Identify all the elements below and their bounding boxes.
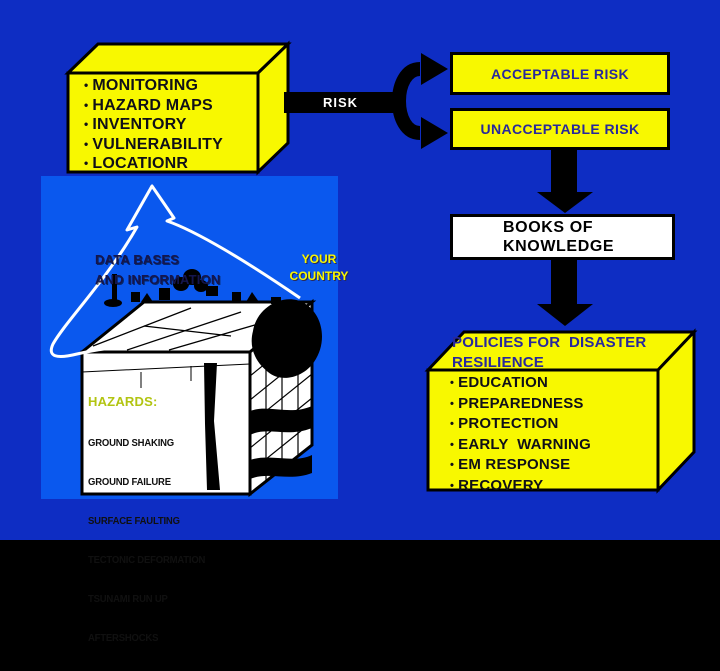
- your-country-line2: COUNTRY: [289, 269, 349, 283]
- your-country-label: [285, 251, 353, 285]
- your-country-line1: YOUR: [301, 252, 337, 266]
- fault-band-upper: [250, 406, 312, 435]
- fault-band-lower: [250, 455, 312, 479]
- acceptable-risk-label: ACCEPTABLE RISK: [491, 65, 629, 82]
- monitoring-item: • INVENTORY: [84, 115, 259, 135]
- databases-label: [95, 250, 221, 290]
- policies-box-list: [450, 373, 655, 497]
- hazard-item: AFTERSHOCKS: [88, 633, 159, 644]
- policies-title-line1: POLICIES FOR DISASTER: [452, 334, 647, 351]
- databases-label-line2: AND INFORMATION: [95, 272, 221, 287]
- hazards-title: HAZARDS:: [88, 394, 158, 409]
- monitoring-item: • HAZARD MAPS: [84, 96, 259, 116]
- policy-item: • PREPAREDNESS: [450, 394, 655, 415]
- monitoring-box-top-face: [68, 44, 288, 73]
- books-line1: BOOKS OF: [503, 219, 594, 236]
- books-of-knowledge-box: [450, 214, 675, 260]
- fork-bracket-arrows-icon: [380, 45, 455, 157]
- monitoring-item: • LOCATIONR: [84, 154, 259, 174]
- policies-box-title: [452, 333, 692, 373]
- acceptable-risk-box: [450, 52, 670, 95]
- policy-item: • EM RESPONSE: [450, 455, 655, 476]
- fork-arrowhead-top: [421, 53, 448, 85]
- monitoring-item: • MONITORING: [84, 76, 259, 96]
- hazards-list: [88, 411, 212, 671]
- hazard-item: TECTONIC DEFORMATION: [88, 555, 206, 566]
- books-line2: KNOWLEDGE: [503, 238, 615, 255]
- policy-item: • PROTECTION: [450, 414, 655, 435]
- policy-item: • EARLY WARNING: [450, 435, 655, 456]
- policies-title-line2: RESILIENCE: [452, 354, 545, 371]
- policy-item: • RECOVERY: [450, 476, 655, 497]
- down-arrow-to-books-icon: [530, 149, 600, 215]
- hazard-item: SURFACE FAULTING: [88, 516, 180, 527]
- monitoring-item: • VULNERABILITY: [84, 135, 259, 155]
- down-arrow-to-policies-icon: [530, 260, 600, 328]
- unacceptable-risk-box: [450, 108, 670, 150]
- monitoring-box-list: [84, 76, 259, 174]
- databases-label-line1: DATA BASES: [95, 252, 180, 267]
- hazard-item: GROUND SHAKING: [88, 438, 175, 449]
- unacceptable-risk-label: UNACCEPTABLE RISK: [480, 121, 640, 137]
- hazard-item: GROUND FAILURE: [88, 477, 171, 488]
- hazard-item: TSUNAMI RUN UP: [88, 594, 168, 605]
- risk-label: RISK: [322, 95, 359, 110]
- hazards-block: [88, 394, 218, 671]
- fork-arrowhead-bottom: [421, 117, 448, 149]
- policy-item: • EDUCATION: [450, 373, 655, 394]
